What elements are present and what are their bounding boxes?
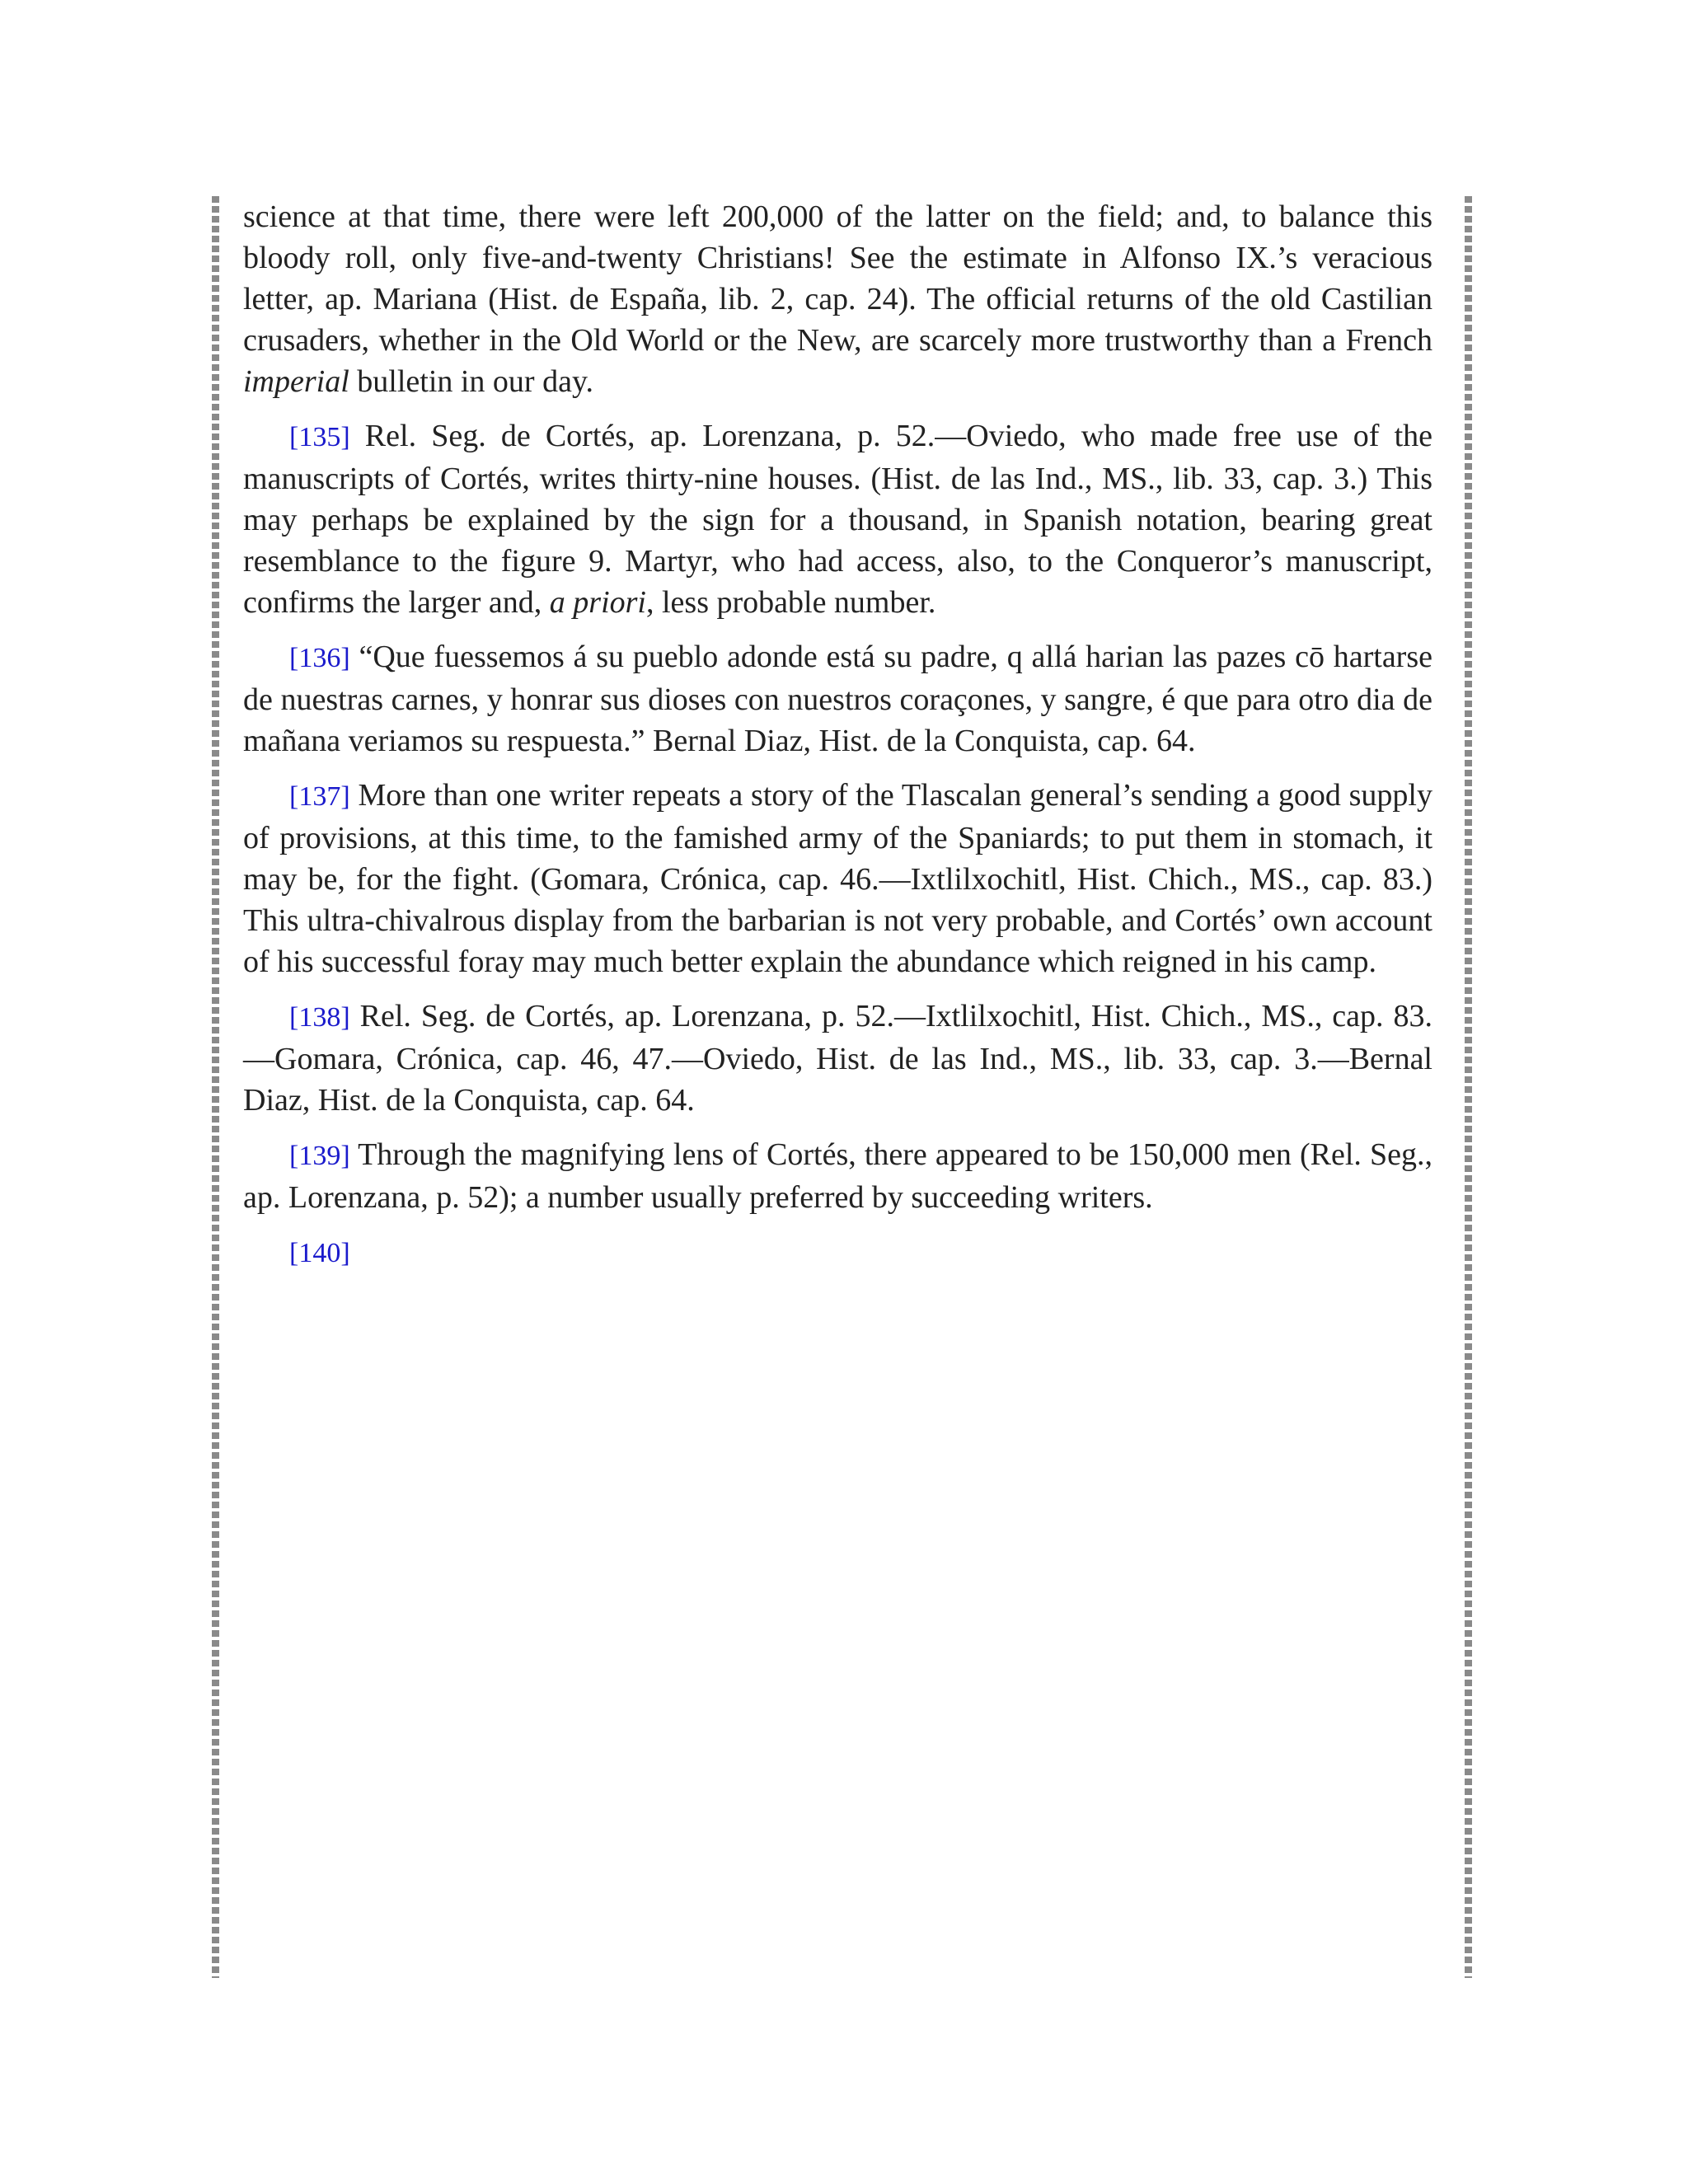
footnote-ref-135[interactable]: [135]: [289, 422, 350, 452]
footnote-text: “Que fuessemos á su pueblo adonde está su padre, q allá harian las pazes cō hartarse de nuestras carnes, y honrar sus dioses con nuestros coraçones, y sangre, é que para otro dia de mañana veriamos su respuesta.” Bernal Diaz, Hist. de la Conquista, cap. 64.: [243, 640, 1432, 758]
footnote-138: [243, 996, 1432, 1121]
footnote-text: Through the magnifying lens of Cortés, there appeared to be 150,000 men (Rel. Seg., ap. Lorenzana, p. 52); a number usually preferred by succeeding writers.: [243, 1137, 1432, 1215]
footnote-ref-140[interactable]: [140]: [289, 1238, 350, 1268]
footnote-text: Rel. Seg. de Cortés, ap. Lorenzana, p. 52.—Oviedo, who made free use of the manuscripts of Cortés, writes thirty-nine houses. (Hist. de las Ind., MS., lib. 33, cap. 3.) This may perhaps be explained by the sign for a thousand, in Spanish notation, bearing great resemblance to the figure 9. Martyr, who had access, also, to the Conqueror’s manuscript, confirms the larger and,: [243, 419, 1432, 620]
footnote-136: [243, 636, 1432, 762]
footnote-135: [243, 415, 1432, 623]
footnote-emphasis: a priori: [549, 585, 646, 620]
footnote-ref-139[interactable]: [139]: [289, 1141, 350, 1171]
footnote-ref-138[interactable]: [138]: [289, 1002, 350, 1033]
footnote-text: bulletin in our day.: [349, 364, 593, 399]
footnote-ref-136[interactable]: [136]: [289, 643, 350, 673]
footnote-137: [243, 775, 1432, 982]
footnote-text: science at that time, there were left 200,000 of the latter on the field; and, to balance this bloody roll, only five-and-twenty Christians! See the estimate in Alfonso IX.’s veracious letter, ap. Mariana (Hist. de España, lib. 2, cap. 24). The official returns of the old Castilian crusaders, whether in the Old World or the New, are scarcely more trustworthy than a French: [243, 199, 1432, 358]
footnote-139: [243, 1134, 1432, 1218]
footnote-ref-137[interactable]: [137]: [289, 781, 350, 812]
footnote-text: , less probable number.: [645, 585, 936, 620]
footnote-140: [243, 1231, 1432, 1274]
right-margin-rule: [1465, 196, 1472, 1978]
footnote-emphasis: imperial: [243, 364, 349, 399]
left-margin-rule: [212, 196, 219, 1978]
footnotes-block: [243, 196, 1432, 1287]
footnote-text: More than one writer repeats a story of the Tlascalan general’s sending a good supply of provisions, at this time, to the famished army of the Spaniards; to put them in stomach, it may be, for the fight. (Gomara, Crónica, cap. 46.—Ixtlilxochitl, Hist. Chich., MS., cap. 83.) This ultra-chivalrous display from the barbarian is not very probable, and Cortés’ own account of his successful foray may much better explain the abundance which reigned in his camp.: [243, 778, 1432, 979]
continued-footnote: [243, 196, 1432, 402]
footnote-text: Rel. Seg. de Cortés, ap. Lorenzana, p. 52.—Ixtlilxochitl, Hist. Chich., MS., cap. 83.—Gomara, Crónica, cap. 46, 47.—Oviedo, Hist. de las Ind., MS., lib. 33, cap. 3.—Bernal Diaz, Hist. de la Conquista, cap. 64.: [243, 999, 1432, 1118]
